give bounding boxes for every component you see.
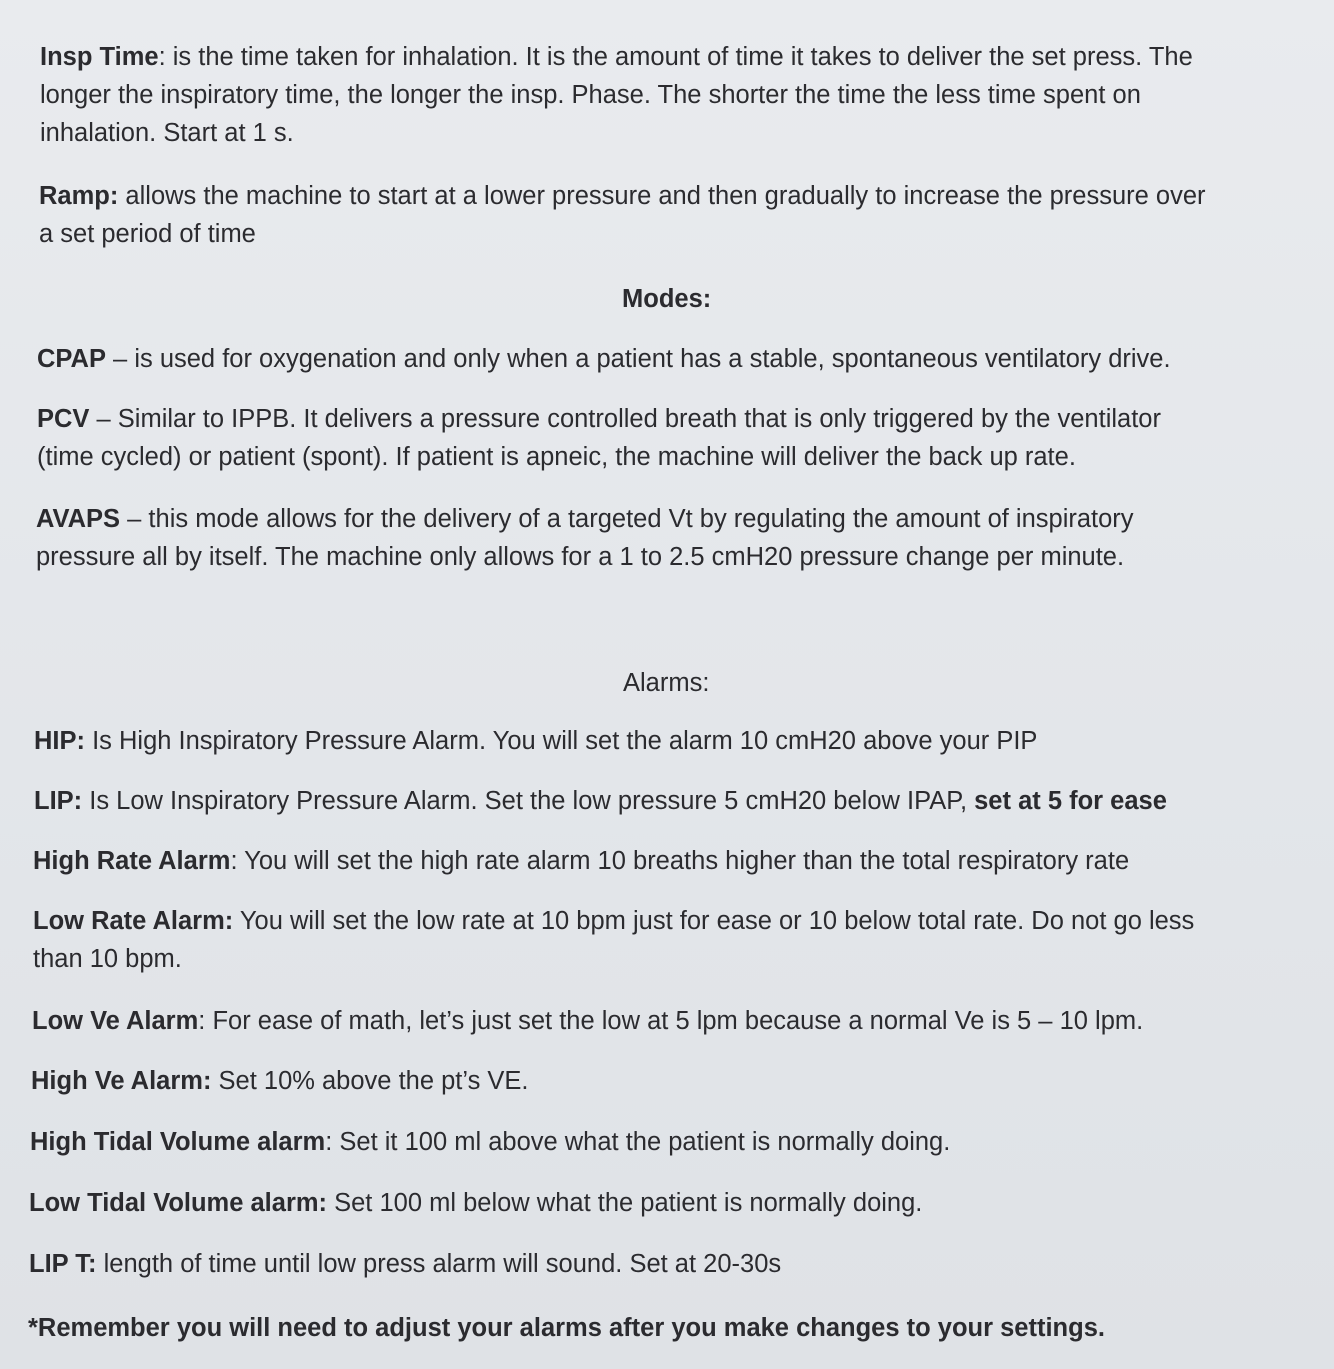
cpap-term: CPAP — [37, 345, 106, 373]
reminder-note: *Remember you will need to adjust your alarms after you make changes to your settings. — [28, 1314, 1105, 1342]
cpap-text-1: – is used for oxygenation and only when a patient has a stable, spontaneous ventilatory drive. — [105, 345, 1171, 373]
low-rate-text-1: You will set the low rate at 10 bpm just for ease or 10 below total rate. Do not go less — [233, 907, 1195, 935]
pcv-text-1: – Similar to IPPB. It delivers a pressure controlled breath that is only triggered by the ventilator — [89, 405, 1161, 433]
low-vt-text: Set 100 ml below what the patient is normally doing. — [327, 1189, 923, 1217]
ramp-text-1: allows the machine to start at a lower pressure and then gradually to increase the pressure over — [118, 182, 1206, 210]
insp-time-line-1 — [40, 38, 1193, 76]
ramp-line-1 — [39, 177, 1206, 215]
modes-heading: Modes: — [622, 285, 712, 313]
insp-time-line-3: inhalation. Start at 1 s. — [40, 119, 294, 147]
avaps-text-1: – this mode allows for the delivery of a targeted Vt by regulating the amount of inspiratory — [120, 505, 1134, 533]
avaps-line-2: pressure all by itself. The machine only allows for a 1 to 2.5 cmH20 pressure change per minute. — [36, 543, 1125, 571]
lip-t-term: LIP T: — [29, 1250, 97, 1278]
high-vt-text: : Set it 100 ml above what the patient is normally doing. — [325, 1128, 951, 1156]
lip-text: Is Low Inspiratory Pressure Alarm. Set the low pressure 5 cmH20 below IPAP, — [82, 787, 975, 815]
avaps-line-1 — [36, 500, 1134, 538]
low-rate-paragraph — [33, 902, 1194, 978]
ramp-term: Ramp: — [39, 182, 119, 210]
hip-term: HIP: — [34, 727, 85, 755]
lip-paragraph — [34, 782, 1167, 820]
low-rate-term: Low Rate Alarm: — [33, 907, 234, 935]
insp-time-text-1: : is the time taken for inhalation. It is the amount of time it takes to deliver the set press. The — [158, 43, 1193, 71]
low-vt-line-1 — [29, 1184, 922, 1222]
ramp-line-2: a set period of time — [39, 220, 256, 248]
pcv-term: PCV — [37, 405, 90, 433]
high-ve-term: High Ve Alarm: — [31, 1067, 212, 1095]
insp-time-line-2: longer the inspiratory time, the longer the insp. Phase. The shorter the time the less time spent on — [40, 81, 1141, 109]
high-vt-paragraph — [30, 1123, 950, 1161]
avaps-term: AVAPS — [36, 505, 121, 533]
insp-time-term: Insp Time — [40, 43, 159, 71]
low-ve-line-1 — [32, 1002, 1143, 1040]
lip-term: LIP: — [34, 787, 83, 815]
lip-line-1 — [34, 782, 1167, 820]
low-rate-line-2: than 10 bpm. — [33, 945, 182, 973]
high-vt-term: High Tidal Volume alarm — [30, 1128, 326, 1156]
alarms-heading: Alarms: — [623, 669, 710, 697]
pcv-line-2: (time cycled) or patient (spont). If patient is apneic, the machine will deliver the back up rate. — [37, 443, 1076, 471]
lip-t-line-1 — [29, 1245, 781, 1283]
high-rate-paragraph — [33, 842, 1129, 880]
low-rate-line-1 — [33, 902, 1194, 940]
ramp-paragraph — [39, 177, 1206, 253]
low-vt-term: Low Tidal Volume alarm: — [29, 1189, 328, 1217]
lip-bold-tail: set at 5 for ease — [974, 787, 1167, 815]
low-ve-term: Low Ve Alarm — [32, 1007, 199, 1035]
hip-text: Is High Inspiratory Pressure Alarm. You will set the alarm 10 cmH20 above your PIP — [85, 727, 1038, 755]
low-vt-paragraph — [29, 1184, 922, 1222]
high-ve-paragraph — [31, 1062, 529, 1100]
pcv-line-1 — [37, 400, 1161, 438]
hip-paragraph — [34, 722, 1037, 760]
lip-t-paragraph — [29, 1245, 781, 1283]
high-rate-text: : You will set the high rate alarm 10 breaths higher than the total respiratory rate — [230, 847, 1130, 875]
cpap-line-1 — [37, 340, 1171, 378]
high-rate-term: High Rate Alarm — [33, 847, 231, 875]
low-ve-paragraph — [32, 1002, 1143, 1040]
avaps-paragraph — [36, 500, 1134, 576]
cpap-paragraph — [37, 340, 1171, 378]
insp-time-paragraph — [40, 38, 1193, 152]
high-ve-line-1 — [31, 1062, 529, 1100]
high-rate-line-1 — [33, 842, 1129, 880]
lip-t-text: length of time until low press alarm will sound. Set at 20-30s — [96, 1250, 782, 1278]
low-ve-text: : For ease of math, let’s just set the low at 5 lpm because a normal Ve is 5 – 10 lpm. — [198, 1007, 1144, 1035]
hip-line-1 — [34, 722, 1037, 760]
high-vt-line-1 — [30, 1123, 950, 1161]
high-ve-text: Set 10% above the pt’s VE. — [211, 1067, 529, 1095]
pcv-paragraph — [37, 400, 1161, 476]
